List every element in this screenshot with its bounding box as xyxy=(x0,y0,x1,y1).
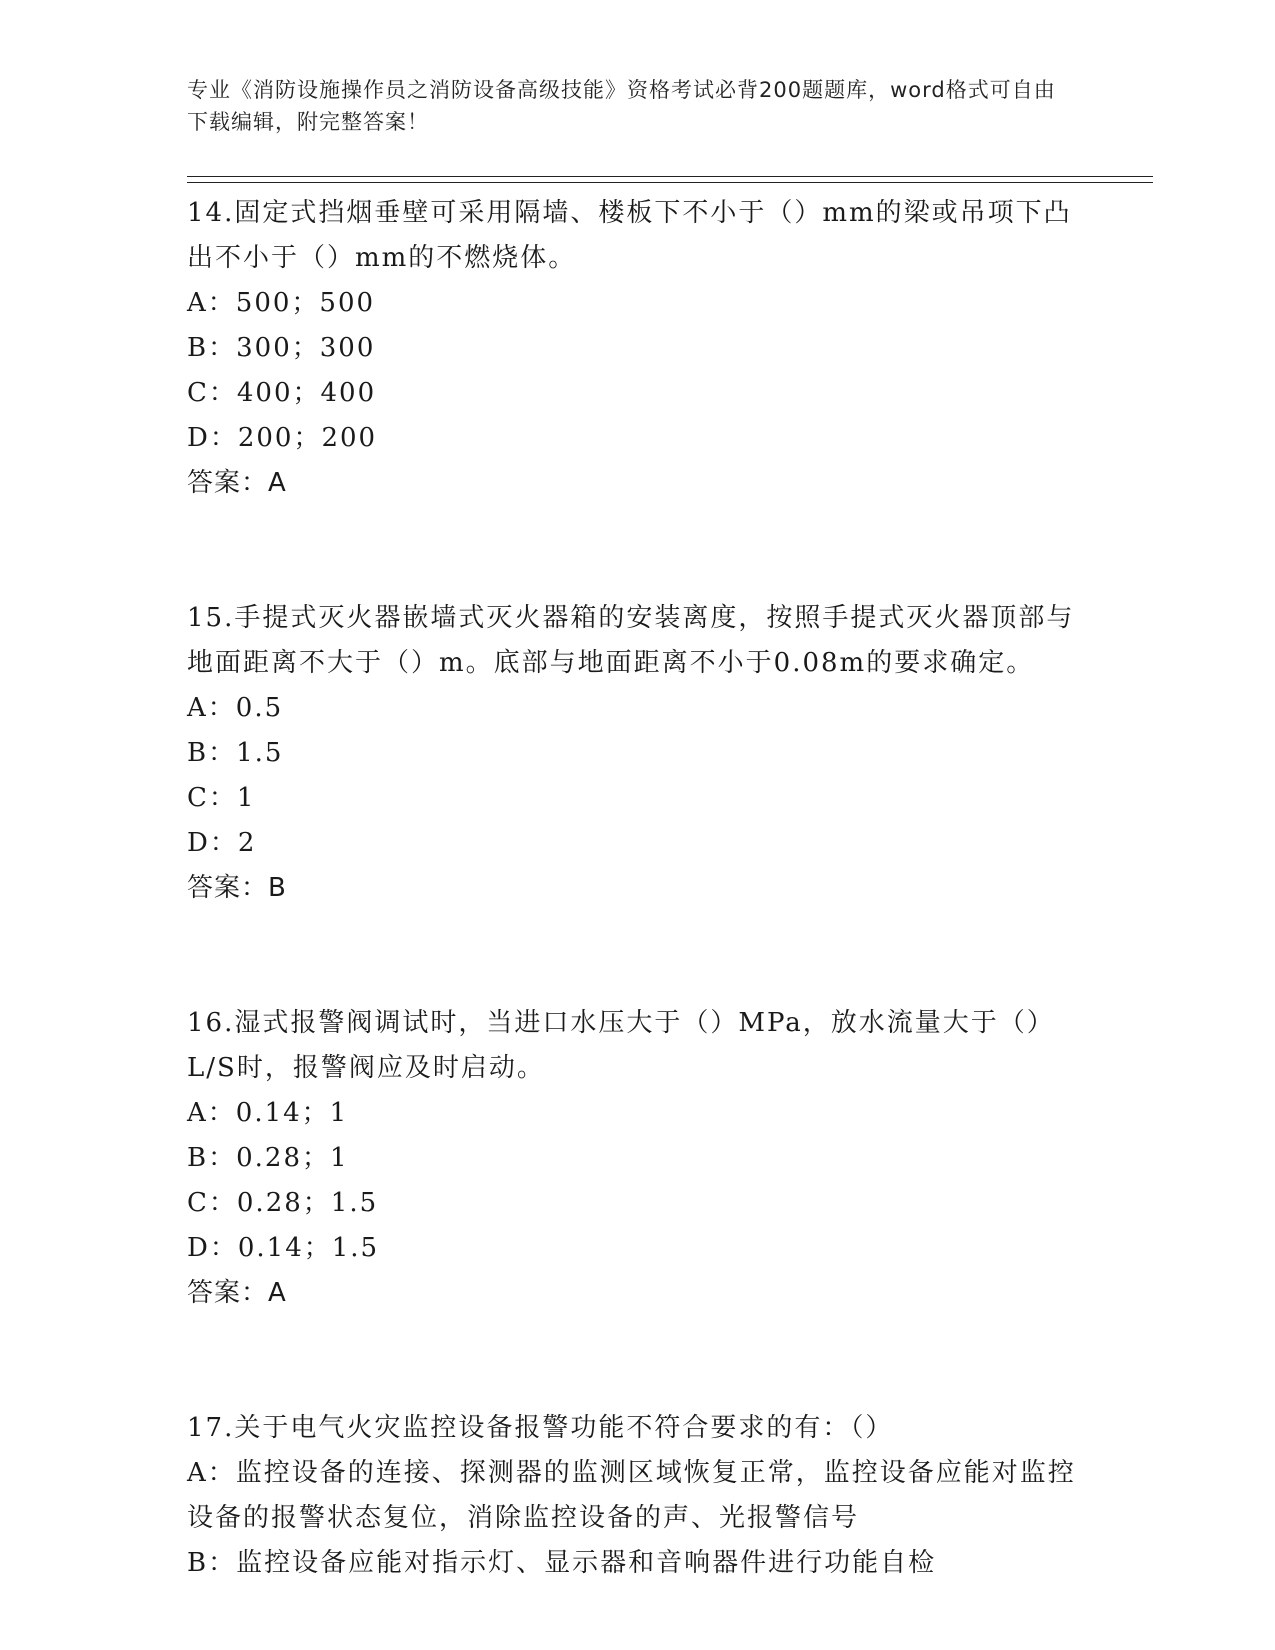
question-list xyxy=(187,189,1087,1586)
option-c: C：0.28；1.5 xyxy=(187,1188,379,1218)
header-divider-top xyxy=(187,176,1153,177)
question-17 xyxy=(187,1404,1087,1586)
option-b: B：0.28；1 xyxy=(187,1143,349,1173)
option-b: B：监控设备应能对指示灯、显示器和音响器件进行功能自检 xyxy=(187,1548,937,1578)
option-a: A：监控设备的连接、探测器的监测区域恢复正常，监控设备应能对监控设备的报警状态复位，消除监控设备的声、光报警信号 xyxy=(187,1458,1076,1533)
question-stem: 17.关于电气火灾监控设备报警功能不符合要求的有：（） xyxy=(187,1413,894,1443)
header-divider-bottom xyxy=(187,182,1153,183)
answer: 答案：A xyxy=(187,468,287,498)
option-c: C：1 xyxy=(187,783,256,813)
answer: 答案：A xyxy=(187,1278,287,1308)
question-14 xyxy=(187,189,1087,506)
option-b: B：1.5 xyxy=(187,738,284,768)
option-d: D：200；200 xyxy=(187,423,378,453)
question-stem: 16.湿式报警阀调试时，当进口水压大于（）MPa，放水流量大于（）L/S时，报警阀应及时启动。 xyxy=(187,1008,1055,1083)
option-a: A：0.5 xyxy=(187,693,284,723)
option-d: D：2 xyxy=(187,828,257,858)
question-16 xyxy=(187,999,1087,1316)
option-b: B：300；300 xyxy=(187,333,376,363)
option-c: C：400；400 xyxy=(187,378,377,408)
question-stem: 14.固定式挡烟垂壁可采用隔墙、楼板下不小于（）mm的梁或吊项下凸出不小于（）mm的不燃烧体。 xyxy=(187,198,1072,273)
question-15 xyxy=(187,594,1087,911)
option-d: D：0.14；1.5 xyxy=(187,1233,380,1263)
document-header: 专业《消防设施操作员之消防设备高级技能》资格考试必背200题题库，word格式可自由下载编辑，附完整答案！ xyxy=(187,78,1056,134)
question-stem: 15.手提式灭火器嵌墙式灭火器箱的安装离度，按照手提式灭火器顶部与地面距离不大于（）m。底部与地面距离不小于0.08m的要求确定。 xyxy=(187,603,1075,678)
answer: 答案：B xyxy=(187,873,287,903)
option-a: A：500；500 xyxy=(187,288,376,318)
option-a: A：0.14；1 xyxy=(187,1098,349,1128)
